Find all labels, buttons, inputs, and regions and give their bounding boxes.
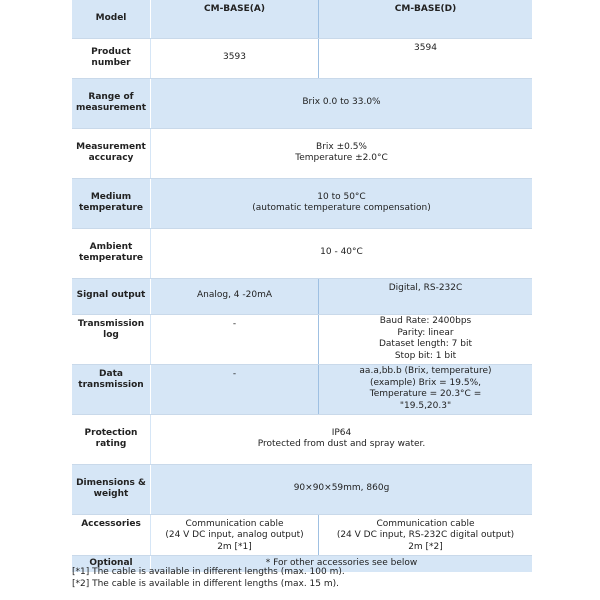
- label-product-number: Product number: [72, 38, 151, 78]
- label-dimensions-line-2: weight: [93, 489, 129, 499]
- label-transmission-line-1: Transmission: [77, 318, 145, 329]
- row-product-number: [72, 38, 532, 78]
- footnotes: [72, 567, 530, 590]
- accessories-a: [151, 514, 319, 555]
- label-protection-rating: [72, 414, 151, 464]
- protection-value: [151, 414, 533, 464]
- signal-output-a: Analog, 4 -20mA: [151, 278, 319, 314]
- accessories-a-line-3: 2m [*1]: [217, 541, 252, 552]
- accuracy-brix: Brix ±0.5%: [316, 141, 367, 152]
- label-medium-temperature: [72, 178, 151, 228]
- label-data-transmission: [72, 364, 151, 414]
- label-transmission-log: [72, 314, 151, 364]
- row-medium-temperature: [72, 178, 532, 228]
- transmission-log-a: -: [151, 314, 319, 364]
- data-format: aa.a,bb.b (Brix, temperature): [359, 366, 492, 376]
- label-accuracy: [72, 128, 151, 178]
- accessories-a-line-2: (24 V DC input, analog output): [165, 530, 304, 540]
- row-transmission-log: [72, 314, 532, 364]
- label-model: Model: [72, 0, 151, 38]
- range-value: Brix 0.0 to 33.0%: [151, 78, 533, 128]
- protection-ip: IP64: [331, 427, 352, 438]
- label-optional: Optional: [72, 555, 151, 572]
- accessories-a-line-1: Communication cable: [185, 518, 284, 529]
- data-example-temperature: Temperature = 20.3°C =: [369, 389, 482, 399]
- accuracy-value: [151, 128, 533, 178]
- data-transmission-a: -: [151, 364, 319, 414]
- ambient-temperature-value: 10 - 40°C: [151, 228, 533, 278]
- label-transmission-line-2: log: [103, 330, 119, 340]
- signal-output-d: Digital, RS-232C: [319, 278, 533, 314]
- accuracy-temperature: Temperature ±2.0°C: [295, 153, 388, 163]
- label-accessories: Accessories: [72, 514, 151, 555]
- label-medium-line-2: temperature: [78, 203, 144, 213]
- transmission-dataset-length: Dataset length: 7 bit: [378, 339, 472, 349]
- product-number-a: 3593: [151, 38, 319, 78]
- data-example-string: "19.5,20.3": [399, 400, 452, 411]
- transmission-baud-rate: Baud Rate: 2400bps: [379, 316, 472, 326]
- spec-table-container: [72, 0, 530, 572]
- medium-temperature-note: (automatic temperature compensation): [252, 203, 431, 213]
- label-ambient-line-1: Ambient: [89, 241, 133, 252]
- label-medium-line-1: Medium: [90, 191, 132, 202]
- footnote-1: [*1] The cable is available in different lengths (max. 100 m).: [72, 567, 345, 577]
- medium-temperature-value: [151, 178, 533, 228]
- model-a: CM-BASE(A): [151, 0, 319, 38]
- label-accuracy-line-1: Measurement: [76, 141, 146, 152]
- product-number-d: 3594: [319, 38, 533, 78]
- transmission-parity: Parity: linear: [397, 327, 454, 338]
- data-transmission-d: [319, 364, 533, 414]
- label-dimensions: [72, 464, 151, 514]
- label-ambient-temperature: [72, 228, 151, 278]
- row-accessories: [72, 514, 532, 555]
- transmission-stop-bit: Stop bit: 1 bit: [394, 350, 457, 361]
- accessories-d: [319, 514, 533, 555]
- row-protection-rating: [72, 414, 532, 464]
- label-dimensions-line-1: Dimensions &: [76, 477, 146, 488]
- label-data-line-1: Data: [99, 368, 123, 379]
- label-protection-line-1: Protection: [84, 427, 138, 438]
- medium-temperature-range: 10 to 50°C: [317, 191, 366, 202]
- protection-description: Protected from dust and spray water.: [257, 439, 426, 449]
- dimensions-value: 90×90×59mm, 860g: [151, 464, 533, 514]
- label-range-line-1: Range of: [88, 91, 134, 102]
- label-range-line-2: measurement: [75, 103, 147, 113]
- label-signal-output: Signal output: [72, 278, 151, 314]
- spec-table: [72, 0, 532, 572]
- model-d: CM-BASE(D): [319, 0, 533, 38]
- transmission-log-d: [319, 314, 533, 364]
- row-model: [72, 0, 532, 38]
- row-dimensions: [72, 464, 532, 514]
- label-protection-line-2: rating: [95, 439, 127, 449]
- accessories-d-line-2: (24 V DC input, RS-232C digital output): [336, 530, 515, 540]
- accessories-d-line-3: 2m [*2]: [408, 541, 443, 552]
- optional-value: * For other accessories see below: [151, 555, 533, 572]
- row-range: [72, 78, 532, 128]
- label-accuracy-line-2: accuracy: [88, 153, 134, 163]
- row-ambient-temperature: [72, 228, 532, 278]
- footnote-2: [*2] The cable is available in different lengths (max. 15 m).: [72, 578, 339, 589]
- data-example-brix: (example) Brix = 19.5%,: [369, 377, 482, 388]
- label-ambient-line-2: temperature: [78, 253, 144, 263]
- row-data-transmission: [72, 364, 532, 414]
- accessories-d-line-1: Communication cable: [376, 518, 475, 529]
- label-range: [72, 78, 151, 128]
- row-signal-output: [72, 278, 532, 314]
- row-accuracy: [72, 128, 532, 178]
- label-data-line-2: transmission: [78, 380, 144, 390]
